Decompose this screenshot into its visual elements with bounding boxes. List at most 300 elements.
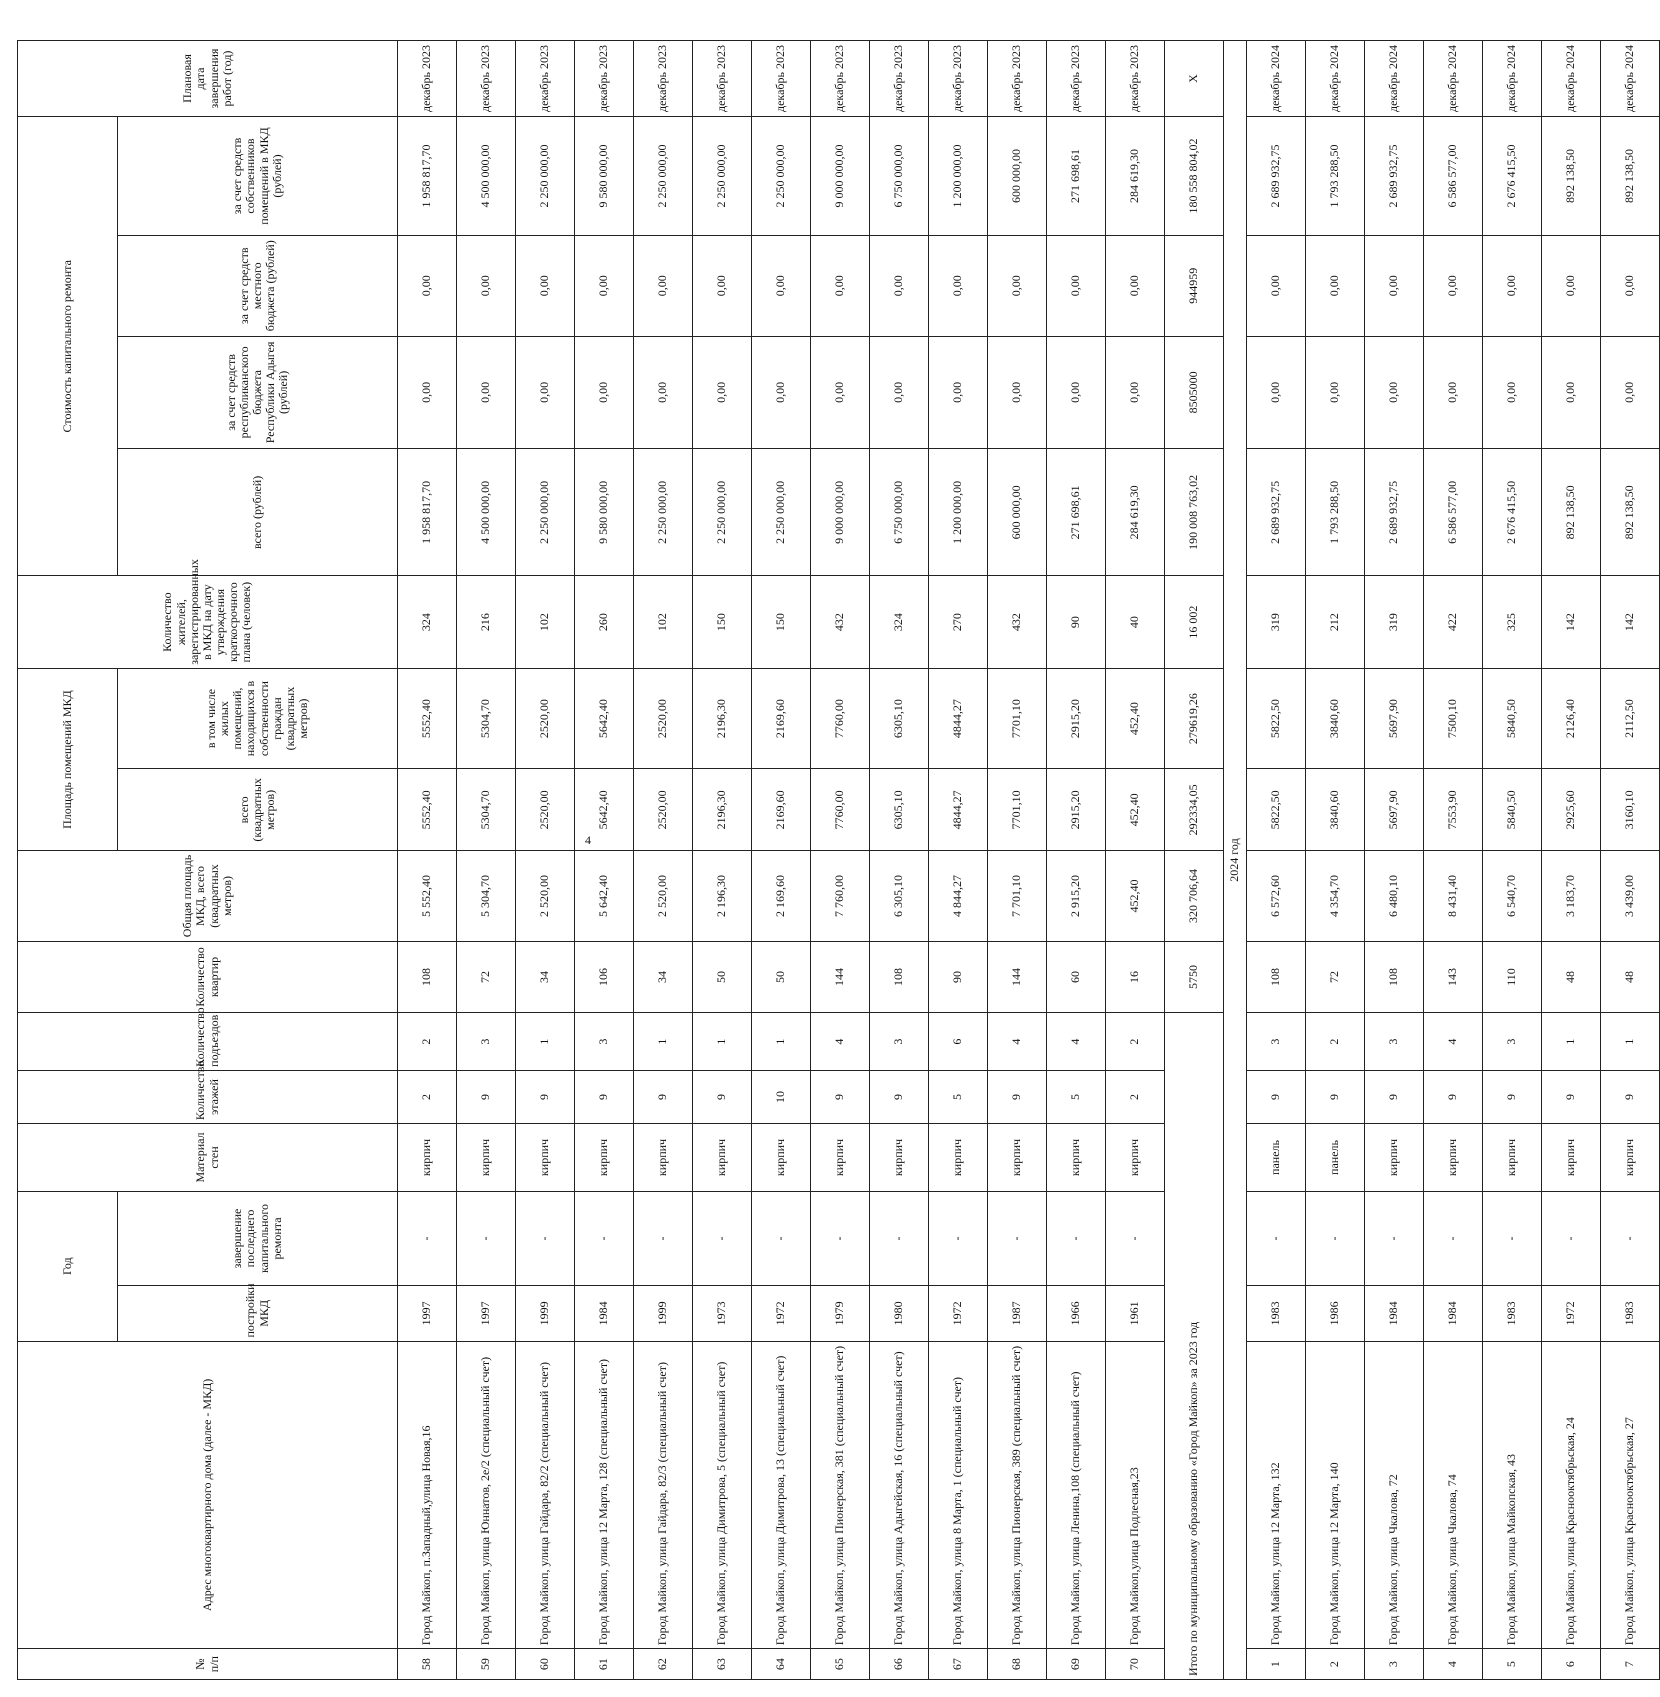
row-residents: 150 [752, 576, 811, 668]
row-total-area: 5 642,40 [575, 851, 634, 941]
row-cost-local: 0,00 [1306, 236, 1365, 337]
table-row [634, 41, 693, 1680]
row-cost-local: 0,00 [752, 236, 811, 337]
total-label: Итого по муниципальному образованию «Город Майкоп» за 2023 год [1165, 1013, 1224, 1680]
row-flats: 72 [457, 941, 516, 1013]
row-wall-material: кирпич [988, 1124, 1047, 1192]
row-cost-owners: 6 750 000,00 [870, 117, 929, 236]
row-residents: 432 [811, 576, 870, 668]
row-entrances: 1 [693, 1013, 752, 1070]
row-cost-total: 2 250 000,00 [634, 449, 693, 576]
row-cost-owners: 2 250 000,00 [516, 117, 575, 236]
row-wall-material: кирпич [1424, 1124, 1483, 1192]
row-area-private: 6305,10 [870, 668, 929, 769]
row-area-total: 2925,60 [1542, 769, 1601, 851]
row-cost-total: 1 958 817,70 [398, 449, 457, 576]
row-floors: 10 [752, 1070, 811, 1123]
row-entrances: 2 [1306, 1013, 1365, 1070]
row-residents: 212 [1306, 576, 1365, 668]
row-entrances: 4 [988, 1013, 1047, 1070]
row-floors: 9 [693, 1070, 752, 1123]
row-year-built: 1983 [1247, 1286, 1306, 1341]
table-row [575, 41, 634, 1680]
row-cost-republic: 0,00 [870, 336, 929, 449]
row-floors: 9 [1306, 1070, 1365, 1123]
row-total-area: 7 701,10 [988, 851, 1047, 941]
row-total-area: 7 760,00 [811, 851, 870, 941]
row-flats: 108 [1247, 941, 1306, 1013]
row-number: 1 [1247, 1649, 1306, 1680]
row-year-built: 1983 [1483, 1286, 1542, 1341]
header-plan-date: Плановая дата завершения работ (год) [18, 41, 398, 117]
row-flats: 144 [811, 941, 870, 1013]
table-row [516, 41, 575, 1680]
row-entrances: 1 [752, 1013, 811, 1070]
row-wall-material: кирпич [398, 1124, 457, 1192]
row-total-area: 2 520,00 [634, 851, 693, 941]
header-year-last-repair: завершение последнего капитального ремонта [118, 1191, 398, 1285]
table-row [1106, 41, 1165, 1680]
row-year-last-repair: - [575, 1191, 634, 1285]
row-year-built: 1984 [1365, 1286, 1424, 1341]
row-area-total: 452,40 [1106, 769, 1165, 851]
row-flats: 144 [988, 941, 1047, 1013]
row-cost-republic: 0,00 [1247, 336, 1306, 449]
row-residents: 102 [634, 576, 693, 668]
row-year-last-repair: - [398, 1191, 457, 1285]
row-floors: 9 [1601, 1070, 1660, 1123]
row-plan-date: декабрь 2023 [1106, 41, 1165, 117]
row-address: Город Майкоп, улица Майкопская, 43 [1483, 1341, 1542, 1649]
row-area-private: 2126,40 [1542, 668, 1601, 769]
header-flats: Количество квартир [18, 941, 398, 1013]
row-cost-republic: 0,00 [457, 336, 516, 449]
section-row-2024 [1224, 41, 1247, 1680]
row-residents: 150 [693, 576, 752, 668]
row-cost-local: 0,00 [1601, 236, 1660, 337]
total-area-private: 279619,26 [1165, 668, 1224, 769]
row-cost-total: 892 138,50 [1542, 449, 1601, 576]
header-entrances: Количество подъездов [18, 1013, 398, 1070]
row-cost-local: 0,00 [1483, 236, 1542, 337]
row-area-total: 7760,00 [811, 769, 870, 851]
row-wall-material: кирпич [811, 1124, 870, 1192]
row-area-private: 5642,40 [575, 668, 634, 769]
row-address: Город Майкоп, улица Димитрова, 5 (специальный счет) [693, 1341, 752, 1649]
row-cost-total: 9 580 000,00 [575, 449, 634, 576]
row-flats: 34 [516, 941, 575, 1013]
row-cost-total: 2 689 932,75 [1247, 449, 1306, 576]
row-number: 69 [1047, 1649, 1106, 1680]
header-address: Адрес многоквартирного дома (далее - МКД) [18, 1341, 398, 1649]
row-wall-material: кирпич [575, 1124, 634, 1192]
total-cost-owners: 180 558 804,02 [1165, 117, 1224, 236]
row-cost-republic: 0,00 [929, 336, 988, 449]
table-row [1542, 41, 1601, 1680]
row-entrances: 2 [1106, 1013, 1165, 1070]
row-cost-total: 271 698,61 [1047, 449, 1106, 576]
table-row [1247, 41, 1306, 1680]
table-row [811, 41, 870, 1680]
row-total-area: 8 431,40 [1424, 851, 1483, 941]
row-cost-owners: 271 698,61 [1047, 117, 1106, 236]
row-cost-local: 0,00 [457, 236, 516, 337]
row-plan-date: декабрь 2023 [752, 41, 811, 117]
row-flats: 16 [1106, 941, 1165, 1013]
total-cost: 190 008 763,02 [1165, 449, 1224, 576]
table-row [1483, 41, 1542, 1680]
row-total-area: 5 552,40 [398, 851, 457, 941]
row-entrances: 4 [1424, 1013, 1483, 1070]
table-row [1047, 41, 1106, 1680]
row-area-total: 4844,27 [929, 769, 988, 851]
table-row [1365, 41, 1424, 1680]
row-address: Город Майкоп, п.Западный,улица Новая,16 [398, 1341, 457, 1649]
row-flats: 48 [1542, 941, 1601, 1013]
row-flats: 108 [1365, 941, 1424, 1013]
row-year-built: 1979 [811, 1286, 870, 1341]
row-area-total: 3840,60 [1306, 769, 1365, 851]
row-cost-republic: 0,00 [752, 336, 811, 449]
row-address: Город Майкоп, улица Пионерская, 389 (специальный счет) [988, 1341, 1047, 1649]
row-cost-owners: 600 000,00 [988, 117, 1047, 236]
row-year-built: 1987 [988, 1286, 1047, 1341]
row-cost-owners: 2 689 932,75 [1247, 117, 1306, 236]
row-address: Город Майкоп, улица Чкалова, 74 [1424, 1341, 1483, 1649]
row-flats: 60 [1047, 941, 1106, 1013]
row-year-built: 1986 [1306, 1286, 1365, 1341]
row-residents: 142 [1601, 576, 1660, 668]
row-area-total: 2169,60 [752, 769, 811, 851]
row-plan-date: декабрь 2023 [1047, 41, 1106, 117]
row-floors: 9 [575, 1070, 634, 1123]
row-cost-republic: 0,00 [693, 336, 752, 449]
row-year-built: 1966 [1047, 1286, 1106, 1341]
row-floors: 9 [634, 1070, 693, 1123]
header-cost-total: всего (рублей) [118, 449, 398, 576]
row-residents: 319 [1247, 576, 1306, 668]
row-floors: 9 [1247, 1070, 1306, 1123]
row-year-last-repair: - [1306, 1191, 1365, 1285]
row-cost-total: 284 619,30 [1106, 449, 1165, 576]
row-flats: 34 [634, 941, 693, 1013]
header-cost-republic: за счет средств республиканского бюджета Республики Адыгея (рублей) [118, 336, 398, 449]
row-year-last-repair: - [752, 1191, 811, 1285]
row-residents: 260 [575, 576, 634, 668]
row-residents: 142 [1542, 576, 1601, 668]
row-wall-material: панель [1306, 1124, 1365, 1192]
row-flats: 48 [1601, 941, 1660, 1013]
row-address: Город Майкоп, улица Краснооктябрьская, 24 [1542, 1341, 1601, 1649]
row-area-private: 7701,10 [988, 668, 1047, 769]
row-flats: 108 [398, 941, 457, 1013]
row-floors: 5 [1047, 1070, 1106, 1123]
row-year-last-repair: - [457, 1191, 516, 1285]
row-number: 3 [1365, 1649, 1424, 1680]
row-entrances: 3 [1365, 1013, 1424, 1070]
row-area-private: 4844,27 [929, 668, 988, 769]
row-area-private: 5697,90 [1365, 668, 1424, 769]
row-plan-date: декабрь 2024 [1424, 41, 1483, 117]
row-number: 58 [398, 1649, 457, 1680]
row-residents: 324 [398, 576, 457, 668]
row-number: 66 [870, 1649, 929, 1680]
row-cost-total: 600 000,00 [988, 449, 1047, 576]
row-cost-republic: 0,00 [1106, 336, 1165, 449]
row-floors: 9 [988, 1070, 1047, 1123]
row-cost-republic: 0,00 [398, 336, 457, 449]
row-area-total: 6305,10 [870, 769, 929, 851]
row-year-built: 1972 [929, 1286, 988, 1341]
table-row [752, 41, 811, 1680]
row-area-private: 2520,00 [516, 668, 575, 769]
row-number: 67 [929, 1649, 988, 1680]
row-wall-material: кирпич [634, 1124, 693, 1192]
row-cost-local: 0,00 [988, 236, 1047, 337]
row-total-area: 6 540,70 [1483, 851, 1542, 941]
row-wall-material: панель [1247, 1124, 1306, 1192]
row-entrances: 1 [1542, 1013, 1601, 1070]
row-residents: 422 [1424, 576, 1483, 668]
section-2024-label: 2024 год [1224, 41, 1247, 1680]
row-total-area: 3 183,70 [1542, 851, 1601, 941]
rows-2024 [1247, 41, 1660, 1680]
row-total-area: 2 196,30 [693, 851, 752, 941]
row-wall-material: кирпич [1601, 1124, 1660, 1192]
row-cost-owners: 2 250 000,00 [693, 117, 752, 236]
table-row [1306, 41, 1365, 1680]
row-number: 62 [634, 1649, 693, 1680]
total-2023 [1165, 41, 1247, 1680]
total-cost-republic: 8505000 [1165, 336, 1224, 449]
header-total-area: Общая площадь МКД, всего (квадратных метров) [18, 851, 398, 941]
total-residents: 16 002 [1165, 576, 1224, 668]
row-entrances: 6 [929, 1013, 988, 1070]
table-row [988, 41, 1047, 1680]
row-year-built: 1984 [575, 1286, 634, 1341]
row-plan-date: декабрь 2023 [988, 41, 1047, 117]
table-row [457, 41, 516, 1680]
row-year-built: 1997 [457, 1286, 516, 1341]
row-year-last-repair: - [929, 1191, 988, 1285]
row-residents: 90 [1047, 576, 1106, 668]
header-year-built: постройки МКД [118, 1286, 398, 1341]
row-area-total: 5642,40 [575, 769, 634, 851]
row-number: 64 [752, 1649, 811, 1680]
row-number: 65 [811, 1649, 870, 1680]
row-area-private: 7760,00 [811, 668, 870, 769]
row-total-area: 6 572,60 [1247, 851, 1306, 941]
row-entrances: 4 [1047, 1013, 1106, 1070]
row-plan-date: декабрь 2024 [1483, 41, 1542, 117]
row-address: Город Майкоп, улица 12 Марта, 128 (специальный счет) [575, 1341, 634, 1649]
row-address: Город Майкоп, улица 12 Марта, 132 [1247, 1341, 1306, 1649]
row-address: Город Майкоп, улица Гайдара, 82/3 (специальный счет) [634, 1341, 693, 1649]
row-cost-republic: 0,00 [1601, 336, 1660, 449]
row-plan-date: декабрь 2024 [1306, 41, 1365, 117]
row-wall-material: кирпич [752, 1124, 811, 1192]
row-floors: 9 [811, 1070, 870, 1123]
row-number: 4 [1424, 1649, 1483, 1680]
row-floors: 9 [457, 1070, 516, 1123]
header-cost-local: за счет средств местного бюджета (рублей) [118, 236, 398, 337]
row-plan-date: декабрь 2023 [516, 41, 575, 117]
row-cost-republic: 0,00 [1483, 336, 1542, 449]
row-address: Город Майкоп, улица Димитрова, 13 (специальный счет) [752, 1341, 811, 1649]
row-area-private: 2112,50 [1601, 668, 1660, 769]
row-area-private: 2196,30 [693, 668, 752, 769]
row-cost-total: 2 689 932,75 [1365, 449, 1424, 576]
row-cost-owners: 2 689 932,75 [1365, 117, 1424, 236]
row-area-private: 2169,60 [752, 668, 811, 769]
row-plan-date: декабрь 2023 [457, 41, 516, 117]
row-flats: 106 [575, 941, 634, 1013]
row-cost-republic: 0,00 [988, 336, 1047, 449]
row-residents: 40 [1106, 576, 1165, 668]
row-cost-owners: 2 250 000,00 [634, 117, 693, 236]
row-area-private: 2520,00 [634, 668, 693, 769]
row-floors: 2 [398, 1070, 457, 1123]
row-floors: 2 [1106, 1070, 1165, 1123]
row-cost-owners: 2 250 000,00 [752, 117, 811, 236]
row-address: Город Майкоп, улица Пионерская, 381 (специальный счет) [811, 1341, 870, 1649]
row-cost-republic: 0,00 [1306, 336, 1365, 449]
row-cost-local: 0,00 [398, 236, 457, 337]
table-row [693, 41, 752, 1680]
row-year-built: 1973 [693, 1286, 752, 1341]
row-cost-total: 1 200 000,00 [929, 449, 988, 576]
row-total-area: 4 844,27 [929, 851, 988, 941]
row-plan-date: декабрь 2023 [811, 41, 870, 117]
total-flats: 5750 [1165, 941, 1224, 1013]
row-total-area: 4 354,70 [1306, 851, 1365, 941]
row-area-total: 3160,10 [1601, 769, 1660, 851]
row-year-last-repair: - [1365, 1191, 1424, 1285]
row-year-built: 1972 [1542, 1286, 1601, 1341]
row-address: Город Майкоп, улица 8 Марта, 1 (специальный счет) [929, 1341, 988, 1649]
row-plan-date: декабрь 2023 [575, 41, 634, 117]
row-cost-total: 6 750 000,00 [870, 449, 929, 576]
row-cost-total: 2 676 415,50 [1483, 449, 1542, 576]
row-residents: 102 [516, 576, 575, 668]
row-flats: 108 [870, 941, 929, 1013]
row-area-total: 2196,30 [693, 769, 752, 851]
row-address: Город Майкоп, улица Ленина,108 (специальный счет) [1047, 1341, 1106, 1649]
row-floors: 9 [1424, 1070, 1483, 1123]
row-total-area: 6 480,10 [1365, 851, 1424, 941]
row-address: Город Майкоп, улица Юннатов, 2е/2 (специальный счет) [457, 1341, 516, 1649]
row-year-built: 1961 [1106, 1286, 1165, 1341]
header-area-private: в том числе жилых помещений, находящихся в собственности граждан (квадратных метров) [118, 668, 398, 769]
total-area-all: 292334,05 [1165, 769, 1224, 851]
row-total-area: 2 169,60 [752, 851, 811, 941]
row-cost-owners: 284 619,30 [1106, 117, 1165, 236]
row-entrances: 1 [516, 1013, 575, 1070]
row-wall-material: кирпич [457, 1124, 516, 1192]
row-area-private: 5552,40 [398, 668, 457, 769]
row-cost-republic: 0,00 [1365, 336, 1424, 449]
row-number: 59 [457, 1649, 516, 1680]
row-area-total: 7701,10 [988, 769, 1047, 851]
row-wall-material: кирпич [1483, 1124, 1542, 1192]
row-year-last-repair: - [988, 1191, 1047, 1285]
row-flats: 143 [1424, 941, 1483, 1013]
row-cost-local: 0,00 [1542, 236, 1601, 337]
row-year-built: 1980 [870, 1286, 929, 1341]
row-year-last-repair: - [811, 1191, 870, 1285]
row-flats: 50 [752, 941, 811, 1013]
row-wall-material: кирпич [929, 1124, 988, 1192]
total-cost-local: 944959 [1165, 236, 1224, 337]
row-area-total: 7553,90 [1424, 769, 1483, 851]
row-cost-local: 0,00 [693, 236, 752, 337]
table-row [1424, 41, 1483, 1680]
header-area-total: всего (квадратных метров) [118, 769, 398, 851]
row-cost-owners: 4 500 000,00 [457, 117, 516, 236]
row-cost-owners: 892 138,50 [1601, 117, 1660, 236]
row-number: 2 [1306, 1649, 1365, 1680]
row-year-built: 1984 [1424, 1286, 1483, 1341]
row-total-area: 2 520,00 [516, 851, 575, 941]
row-total-area: 2 915,20 [1047, 851, 1106, 941]
row-cost-owners: 6 586 577,00 [1424, 117, 1483, 236]
row-number: 68 [988, 1649, 1047, 1680]
row-number: 61 [575, 1649, 634, 1680]
row-area-private: 452,40 [1106, 668, 1165, 769]
row-cost-local: 0,00 [1424, 236, 1483, 337]
row-area-private: 5840,50 [1483, 668, 1542, 769]
row-wall-material: кирпич [1365, 1124, 1424, 1192]
row-wall-material: кирпич [870, 1124, 929, 1192]
row-wall-material: кирпич [1106, 1124, 1165, 1192]
row-plan-date: декабрь 2023 [929, 41, 988, 117]
header-wall-material: Материал стен [18, 1124, 398, 1192]
row-cost-total: 892 138,50 [1601, 449, 1660, 576]
row-address: Город Майкоп, улица Чкалова, 72 [1365, 1341, 1424, 1649]
row-year-last-repair: - [693, 1191, 752, 1285]
row-wall-material: кирпич [516, 1124, 575, 1192]
row-cost-republic: 0,00 [811, 336, 870, 449]
row-floors: 9 [1365, 1070, 1424, 1123]
row-total-area: 3 439,00 [1601, 851, 1660, 941]
row-cost-total: 2 250 000,00 [752, 449, 811, 576]
row-area-total: 2520,00 [634, 769, 693, 851]
row-cost-local: 0,00 [1106, 236, 1165, 337]
row-cost-local: 0,00 [929, 236, 988, 337]
row-residents: 216 [457, 576, 516, 668]
row-cost-republic: 0,00 [634, 336, 693, 449]
rows-2023 [398, 41, 1165, 1680]
row-year-last-repair: - [1601, 1191, 1660, 1285]
row-wall-material: кирпич [693, 1124, 752, 1192]
header-residents: Количество жителей, зарегистрированных в МКД на дату утверждения краткосрочного плана (человек) [18, 576, 398, 668]
row-wall-material: кирпич [1047, 1124, 1106, 1192]
row-year-built: 1999 [634, 1286, 693, 1341]
row-total-area: 452,40 [1106, 851, 1165, 941]
row-address: Город Майкоп,улица Подлесная,23 [1106, 1341, 1165, 1649]
row-year-last-repair: - [634, 1191, 693, 1285]
row-plan-date: декабрь 2024 [1247, 41, 1306, 117]
row-area-total: 5697,90 [1365, 769, 1424, 851]
row-cost-local: 0,00 [516, 236, 575, 337]
row-cost-owners: 892 138,50 [1542, 117, 1601, 236]
row-cost-owners: 9 580 000,00 [575, 117, 634, 236]
row-area-total: 5552,40 [398, 769, 457, 851]
row-year-last-repair: - [1483, 1191, 1542, 1285]
row-plan-date: декабрь 2024 [1365, 41, 1424, 117]
row-entrances: 4 [811, 1013, 870, 1070]
row-cost-republic: 0,00 [1542, 336, 1601, 449]
